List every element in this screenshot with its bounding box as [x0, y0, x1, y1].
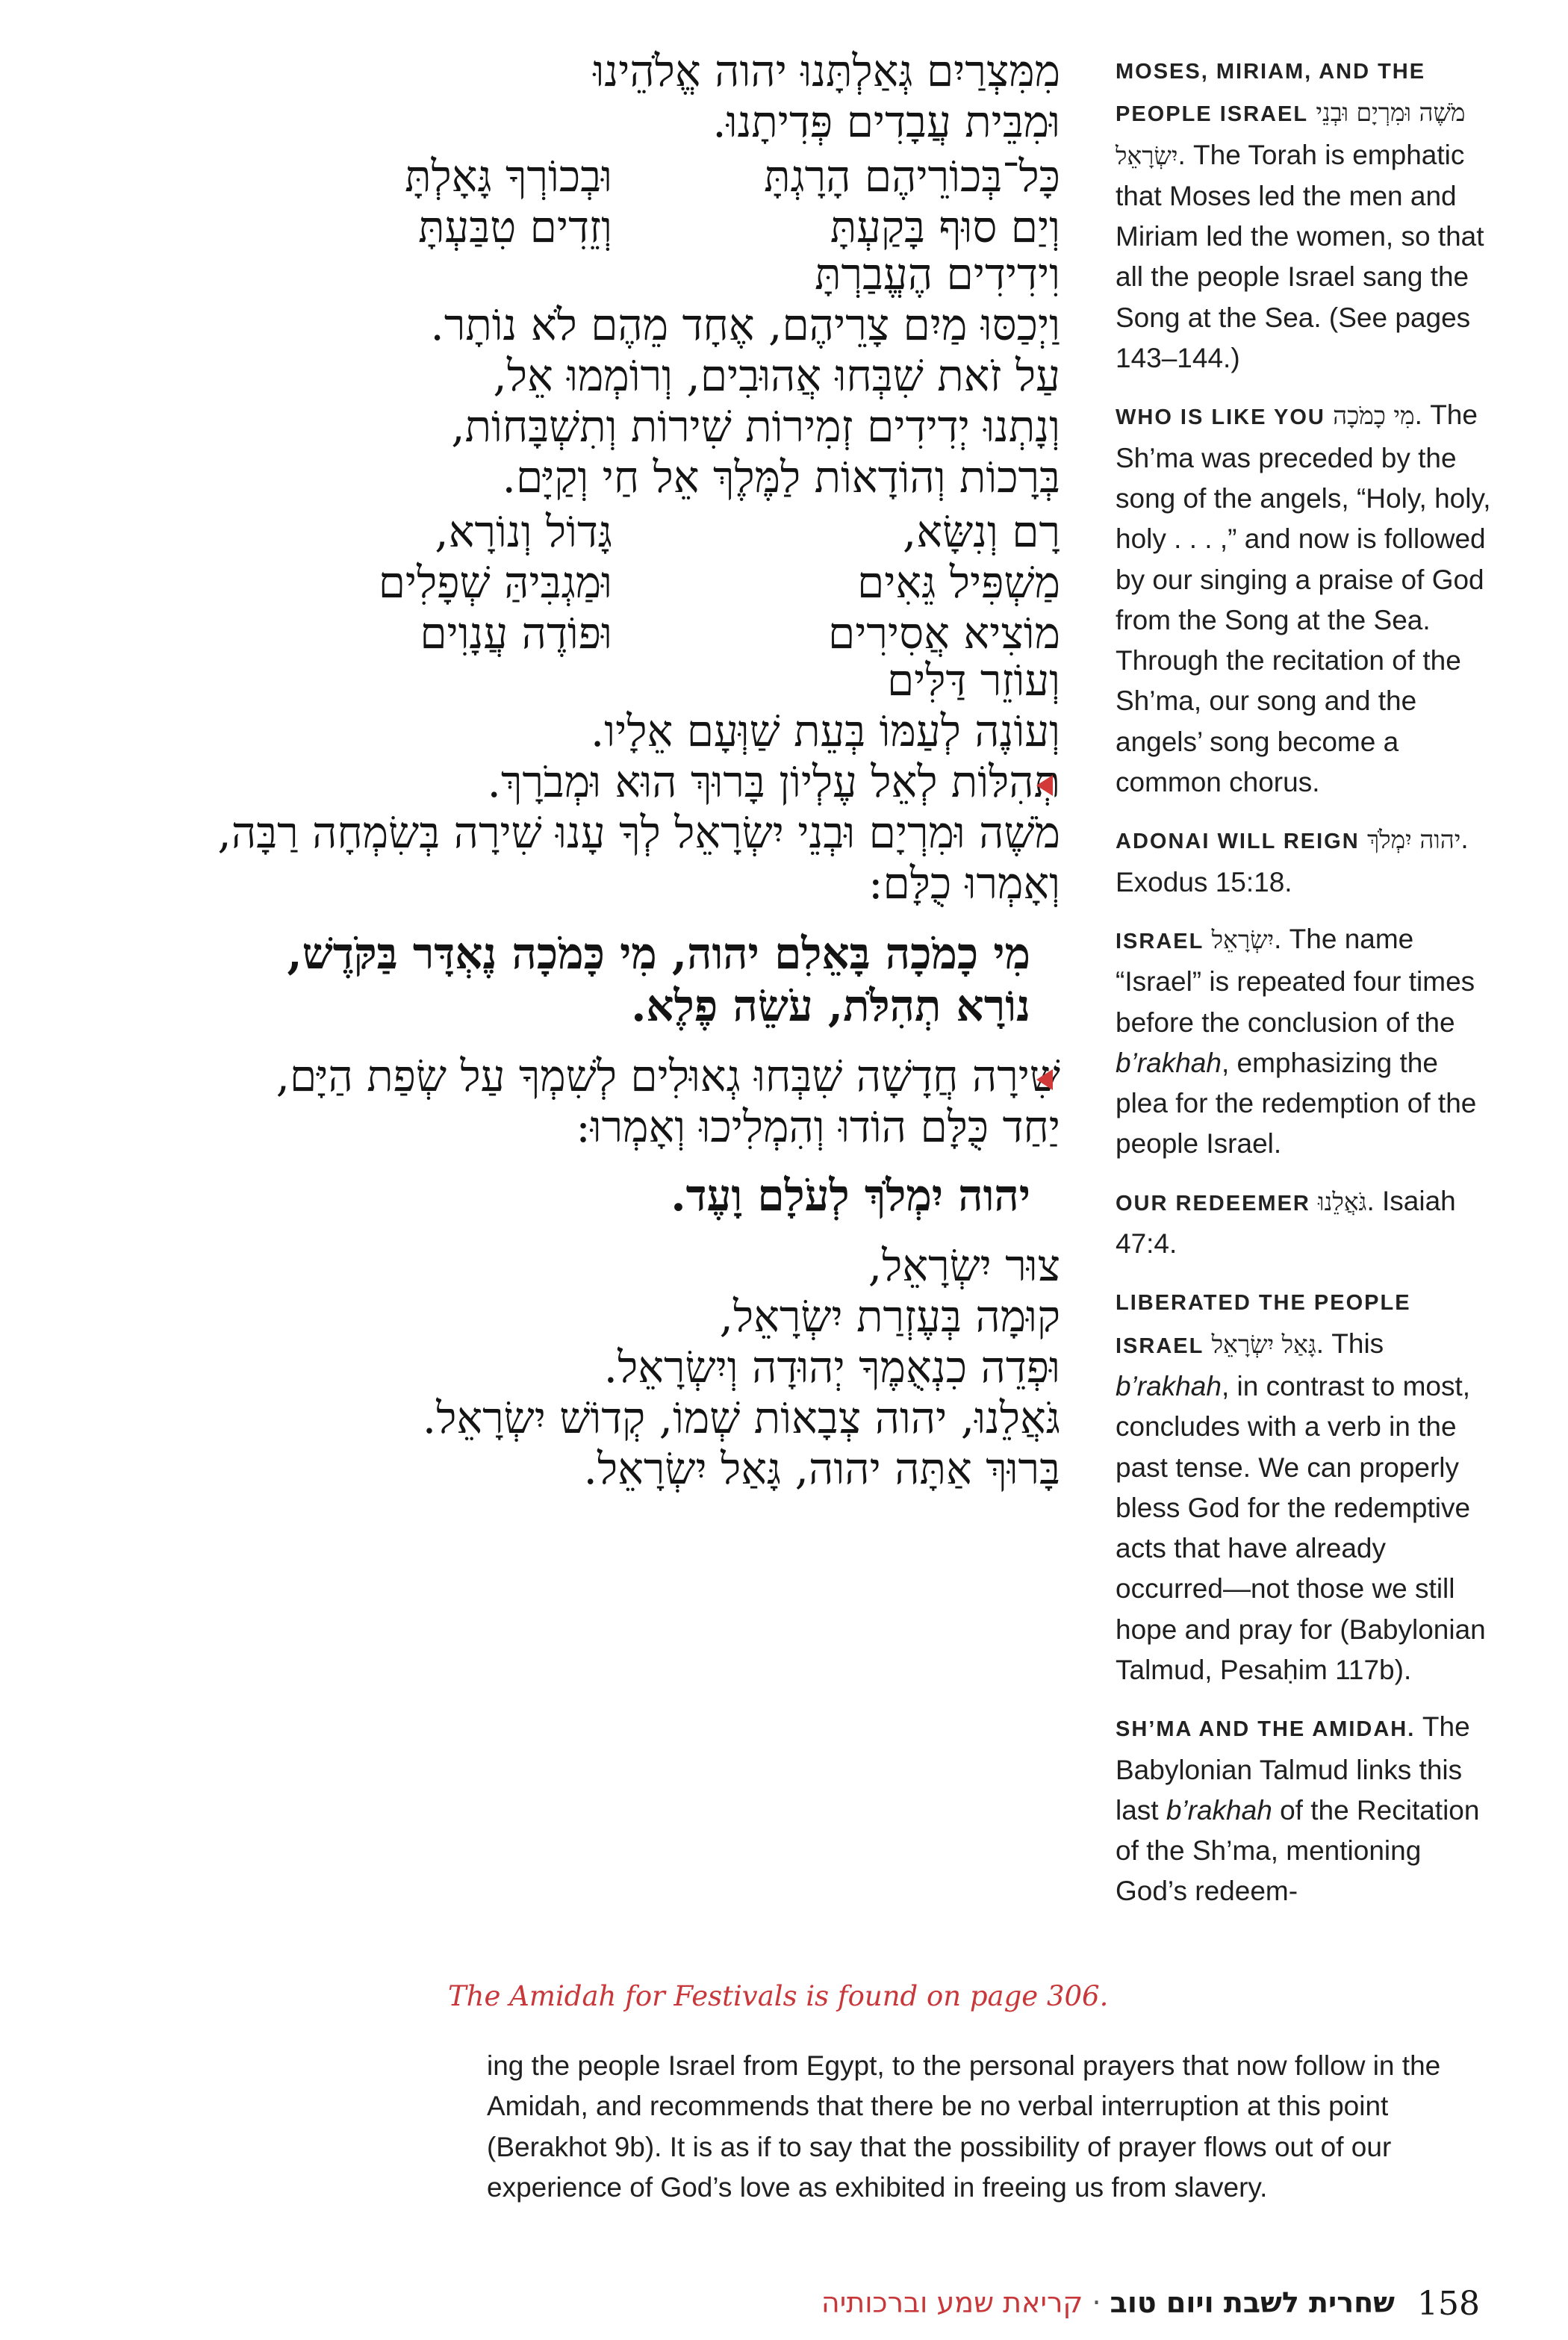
note-hebrew-word: מִי כָמֹכָה [1333, 401, 1415, 431]
note-body: , in contrast to most, concludes with a verb in the past tense. We can properly bless God for the redemptive acts that have already occurred—not those we still hope and pray for (Babylonian Talmud, Pesaḥim 117b). [1116, 1370, 1486, 1685]
reader-marker-icon [1036, 775, 1053, 796]
note-hebrew-word: מֹשֶׁה וּמִרְיָם וּבְנֵי יִשְׂרָאֵל [1116, 98, 1466, 170]
note-body: This [1331, 1328, 1384, 1359]
hebrew-verse-left: גָּדוֹל וְנוֹרָא, [435, 506, 612, 557]
commentary-column [1116, 49, 1498, 1929]
hebrew-song-line: נוֹרָא תְהִלֹּת, עֹשֵׂה פֶלֶא. [631, 980, 1030, 1031]
hebrew-line: וְאָמְרוּ כֻלָּם: [868, 858, 1060, 909]
hebrew-line: בְּרָכוֹת וְהוֹדָאוֹת לַמֶּלֶךְ אֵל חַי וְקַיָּם. [502, 452, 1060, 502]
note-body: The Babylonian Talmud links this last [1116, 1711, 1470, 1826]
hebrew-line: וּפְדֵה כִנְאֻמֶךָ יְהוּדָה וְיִשְׂרָאֵל. [603, 1342, 1060, 1393]
hebrew-line: צוּר יִשְׂרָאֵל, [868, 1240, 1060, 1291]
note-hebrew-word: יִשְׂרָאֵל [1211, 924, 1275, 954]
running-header-section: קריאת שמע וברכותיה [821, 2286, 1083, 2319]
note-term: b’rakhah [1116, 1047, 1222, 1078]
hebrew-line: יַחַד כֻּלָּם הוֹדוּ וְהִמְלִיכוּ וְאָמְרוּ: [576, 1101, 1060, 1152]
note-heading: MOSES, MIRIAM, AND THE PEOPLE ISRAEL [1116, 60, 1426, 127]
hebrew-line: וּמִבֵּית עֲבָדִים פְּדִיתָנוּ. [712, 96, 1060, 147]
hebrew-line: וְעוֹנֶה לְעַמּוֹ בְּעֵת שַׁוְּעָם אֵלָיו. [590, 706, 1060, 756]
hebrew-prayer-text [0, 0, 1060, 1643]
hebrew-verse-right: מוֹצִיא אֲסִירִים [828, 608, 1060, 659]
note-body: of the Recitation of the Sh’ma, mentioning God’s redeem- [1116, 1794, 1480, 1907]
hebrew-verse-pair [314, 608, 1060, 657]
hebrew-verse-right: מַשְׁפִּיל גֵּאִים [857, 557, 1060, 608]
note-term: b’rakhah [1166, 1794, 1272, 1826]
hebrew-line: קוּמָה בְּעֶזְרַת יִשְׂרָאֵל, [719, 1291, 1060, 1342]
hebrew-line: שִׁירָה חֲדָשָׁה שִׁבְּחוּ גְאוּלִים לְשִׁמְךָ עַל שְׂפַת הַיָּם, [276, 1051, 1060, 1101]
hebrew-line: וְעוֹזֵר דַּלִּים [886, 655, 1060, 706]
commentary-note: LIBERATED THE PEOPLE ISRAEL גָּאַל יִשְׂרָאֵל. This b’rakhah, in contrast to most, concludes with a verb in the past tense. We can properly bless God for the redemptive acts that have already occurred—not those we still hope and pray for (Babylonian Talmud, Pesaḥim 117b). [1116, 1291, 1486, 1685]
commentary-note: ADONAI WILL REIGN יהוה יִמְלֹךְ. Exodus 15:18. [1116, 824, 1469, 897]
note-heading: OUR REDEEMER [1116, 1191, 1310, 1216]
commentary-note: WHO IS LIKE YOU מִי כָמֹכָה. The Sh’ma was preceded by the song of the angels, “Holy, holy, holy . . . ,” and now is followed by our singing a praise of God from the Song at the Sea. Through the recitation of the Sh’ma, our song and the angels’ song become a common chorus. [1116, 399, 1491, 798]
page-footer [0, 2285, 1568, 2330]
hebrew-verse-right: וְיַם סוּף בָּקַעְתָּ [830, 202, 1060, 252]
page-number: 158 [1417, 2285, 1480, 2323]
hebrew-song-line: מִי כָמֹכָה בָּאֵלִם יהוה, מִי כָּמֹכָה נֶאְדָּר בַּקֹּדֶשׁ, [287, 928, 1030, 979]
commentary-note: ISRAEL יִשְׂרָאֵל. The name “Israel” is repeated four times before the conclusion of the b’rakhah, emphasizing the plea for the redemption of the people Israel. [1116, 923, 1477, 1160]
hebrew-verse-pair [314, 151, 1060, 200]
note-body: The name “Israel” is repeated four times before the conclusion of the [1116, 923, 1475, 1038]
commentary-note: MOSES, MIRIAM, AND THE PEOPLE ISRAEL מֹשֶׁה וּמִרְיָם וּבְנֵי יִשְׂרָאֵל. The Torah is emphatic that Moses led the men and Miriam led the women, so that all the people Israel sang the Song at the Sea. (See pages 143–144.) [1116, 60, 1484, 374]
hebrew-line: מֹשֶׁה וּמִרְיָם וּבְנֵי יִשְׂרָאֵל לְךָ עָנוּ שִׁירָה בְּשִׂמְחָה רַבָּה, [217, 807, 1060, 858]
note-heading: SH’MA AND THE AMIDAH. [1116, 1717, 1416, 1742]
hebrew-line: וַיְכַסּוּ מַיִם צָרֵיהֶם, אֶחָד מֵהֶם לֹא נוֹתָר. [430, 299, 1060, 350]
hebrew-verse-right: רָם וְנִשָּׂא, [902, 506, 1060, 557]
hebrew-line: וִידִידִים הֶעֱבַרְתָּ [815, 249, 1060, 299]
note-body: The Torah is emphatic that Moses led the men and Miriam led the women, so that all the people Israel sang the Song at the Sea. (See pages 143–144.) [1116, 139, 1484, 374]
note-heading: WHO IS LIKE YOU [1116, 405, 1325, 430]
note-hebrew-word: גָּאַל יִשְׂרָאֵל [1211, 1329, 1316, 1359]
hebrew-line: גֹּאֲלֵנוּ, יהוה צְבָאוֹת שְׁמוֹ, קְדוֹשׁ יִשְׂרָאֵל. [422, 1393, 1060, 1443]
amidah-instruction: The Amidah for Festivals is found on page 306. [448, 1980, 1109, 2012]
hebrew-verse-left: וְזֵדִים טִבַּעְתָּ [418, 202, 612, 252]
hebrew-verse-pair [314, 557, 1060, 606]
note-body: Exodus 15:18. [1116, 866, 1292, 897]
hebrew-verse-left: וּמַגְבִּיהַּ שְׁפָלִים [378, 557, 612, 608]
note-body: , emphasizing the plea for the redemption of the people Israel. [1116, 1047, 1477, 1160]
note-hebrew-word: גֹּאֲלֵנוּ [1318, 1186, 1367, 1216]
note-body: Isaiah 47:4. [1116, 1185, 1456, 1260]
hebrew-line: וְנָתְנוּ יְדִידִים זְמִירוֹת שִׁירוֹת וְתִשְׁבָּחוֹת, [451, 401, 1060, 452]
note-hebrew-word: יהוה יִמְלֹךְ [1366, 825, 1461, 855]
note-heading: ISRAEL [1116, 929, 1204, 953]
running-header-separator: · [1092, 2286, 1101, 2319]
hebrew-line: בָּרוּךְ אַתָּה יהוה, גָּאַל יִשְׂרָאֵל. [583, 1443, 1060, 1494]
note-heading: ADONAI WILL REIGN [1116, 830, 1360, 854]
running-header-service: שחרית לשבת ויום טוב [1110, 2286, 1395, 2319]
hebrew-verse-left: וּפוֹדֶה עֲנָוִים [420, 608, 612, 659]
hebrew-line: תְּהִלּוֹת לְאֵל עֶלְיוֹן בָּרוּךְ הוּא וּמְבֹרָךְ. [487, 756, 1060, 807]
note-heading: LIBERATED THE PEOPLE ISRAEL [1116, 1291, 1411, 1358]
commentary-continuation: ing the people Israel from Egypt, to the personal prayers that now follow in the Amidah, and recommends that there be no verbal interruption at this point (Berakhot 9b). It is as if to say that the possibility of prayer flows out of our experience of God’s love as exhibited in freeing us from slavery. [487, 2050, 1441, 2203]
reader-marker-icon [1036, 1069, 1053, 1090]
note-term: b’rakhah [1116, 1370, 1222, 1401]
commentary-note: OUR REDEEMER גֹּאֲלֵנוּ. Isaiah 47:4. [1116, 1185, 1456, 1260]
hebrew-verse-right: כָּל־בְּכוֹרֵיהֶם הָרָגְתָּ [764, 151, 1060, 202]
hebrew-line: עַל זֹאת שִׁבְּחוּ אֲהוּבִים, וְרוֹמְמוּ אֵל, [493, 350, 1060, 401]
commentary-note [1116, 1707, 1498, 1911]
note-body: The Sh’ma was preceded by the song of the angels, “Holy, holy, holy . . . ,” and now is followed by our singing a praise of God from the Song at the Sea. Through the recitation of the Sh’ma, our song and the angels’ song become a common chorus. [1116, 399, 1491, 798]
hebrew-verse-pair [314, 506, 1060, 556]
hebrew-line: מִמִּצְרַיִם גְּאַלְתָּנוּ יהוה אֱלֹהֵינוּ [593, 46, 1060, 96]
hebrew-verse-left: וּבְכוֹרְךָ גָּאָלְתָּ [405, 151, 612, 202]
running-header [821, 2286, 1395, 2319]
hebrew-song-line: יהוה יִמְלֹךְ לְעֹלָם וָעֶד. [671, 1170, 1030, 1221]
hebrew-verse-pair [314, 202, 1060, 251]
